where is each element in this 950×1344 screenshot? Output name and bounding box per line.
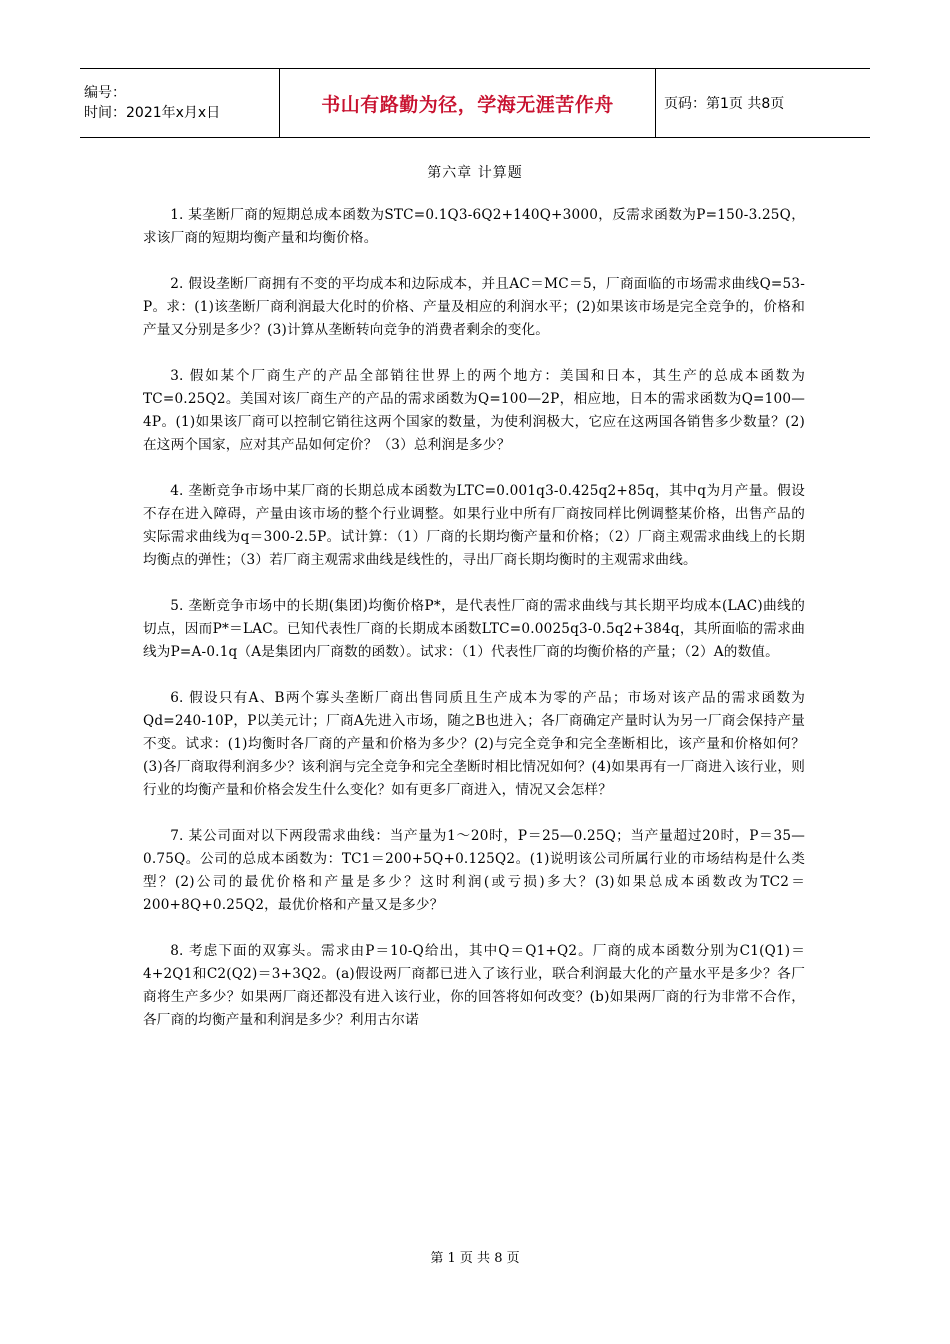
doc-date: 时间：2021年x月x日 <box>84 105 221 121</box>
question-7: 7. 某公司面对以下两段需求曲线：当产量为1～20时，P＝25—0.25Q；当产量超过20时，P＝35—0.75Q。公司的总成本函数为：TC1＝200+5Q+0.125Q2。(1)说明该公司所属行业的市场结构是什么类型？(2)公司的最优价格和产量是多少？这时利润(或亏损)多大？(3)如果总成本函数改为TC2＝200+8Q+0.25Q2，最优价格和产量又是多少？ <box>143 828 805 913</box>
page-header <box>80 68 870 138</box>
question-6: 6. 假设只有A、B两个寡头垄断厂商出售同质且生产成本为零的产品；市场对该产品的需求函数为Qd=240-10P，P以美元计；厂商A先进入市场，随之B也进入；各厂商确定产量时认为另一厂商会保持产量不变。试求：(1)均衡时各厂商的产量和价格为多少？(2)与完全竞争和完全垄断相比，该产量和价格如何？(3)各厂商取得利润多少？该利润与完全竞争和完全垄断时相比情况如何？(4)如果再有一厂商进入该行业，则行业的均衡产量和价格会发生什么变化？如有更多厂商进入，情况又会怎样？ <box>143 690 805 798</box>
question-list <box>143 204 805 1055</box>
question-4: 4. 垄断竞争市场中某厂商的长期总成本函数为LTC=0.001q3-0.425q2+85q，其中q为月产量。假设不存在进入障碍，产量由该市场的整个行业调整。如果行业中所有厂商按同样比例调整某价格，出售产品的实际需求曲线为q＝300-2.5P。试计算：（1）厂商的长期均衡产量和价格；（2）厂商主观需求曲线上的长期均衡点的弹性；（3）若厂商主观需求曲线是线性的，寻出厂商长期均衡时的主观需求曲线。 <box>143 483 805 568</box>
question-2: 2. 假设垄断厂商拥有不变的平均成本和边际成本，并且AC＝MC＝5，厂商面临的市场需求曲线Q=53-P。求：(1)该垄断厂商利润最大化时的价格、产量及相应的利润水平；(2)如果该市场是完全竞争的，价格和产量又分别是多少？(3)计算从垄断转向竞争的消费者剩余的变化。 <box>143 276 805 338</box>
chapter-title: 第六章 计算题 <box>427 165 523 181</box>
header-page-info: 页码：第1页 共8页 <box>664 96 785 112</box>
page-footer: 第 1 页 共 8 页 <box>430 1251 520 1266</box>
question-5: 5. 垄断竞争市场中的长期(集团)均衡价格P*，是代表性厂商的需求曲线与其长期平均成本(LAC)曲线的切点，因而P*＝LAC。已知代表性厂商的长期成本函数LTC=0.0025q3-0.5q2+384q，其所面临的需求曲线为P=A-0.1q（A是集团内厂商数的函数）。试求：（1）代表性厂商的均衡价格的产量；（2）A的数值。 <box>143 598 805 660</box>
question-8: 8. 考虑下面的双寡头。需求由P＝10-Q给出，其中Q＝Q1+Q2。厂商的成本函数分别为C1(Q1)＝4+2Q1和C2(Q2)＝3+3Q2。(a)假设两厂商都已进入了该行业，联合利润最大化的产量水平是多少？各厂商将生产多少？如果两厂商还都没有进入该行业，你的回答将如何改变？(b)如果两厂商的行为非常不合作，各厂商的均衡产量和利润是多少？利用古尔诺 <box>143 943 805 1028</box>
header-motto: 书山有路勤为径，学海无涯苦作舟 <box>280 69 656 137</box>
question-1: 1. 某垄断厂商的短期总成本函数为STC=0.1Q3-6Q2+140Q+3000，反需求函数为P=150-3.25Q，求该厂商的短期均衡产量和均衡价格。 <box>143 207 805 246</box>
question-3: 3. 假如某个厂商生产的产品全部销往世界上的两个地方：美国和日本，其生产的总成本函数为TC=0.25Q2。美国对该厂商生产的产品的需求函数为Q=100—2P，相应地，日本的需求函数为Q=100—4P。(1)如果该厂商可以控制它销往这两个国家的数量，为使利润极大，它应在这两国各销售多少数量？(2)在这两个国家，应对其产品如何定价？（3）总利润是多少？ <box>143 368 805 453</box>
header-meta <box>80 69 280 137</box>
doc-number-label: 编号： <box>84 85 126 101</box>
